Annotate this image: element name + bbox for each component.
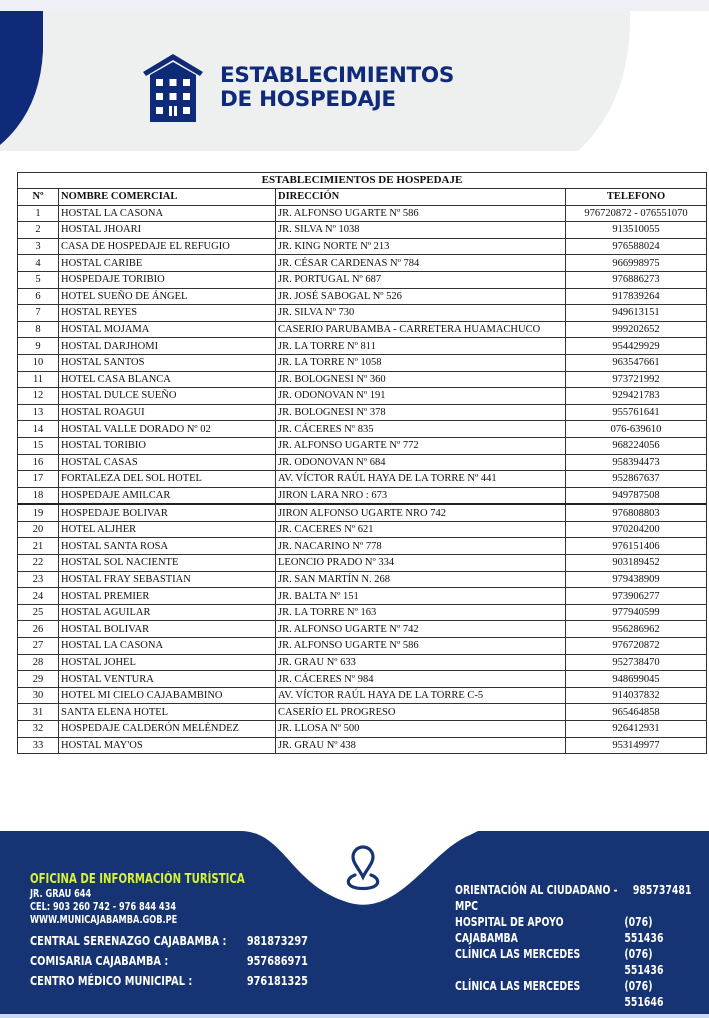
table-row: [18, 471, 707, 488]
cell-number: 28: [18, 654, 59, 671]
cell-name: HOSTAL AGUILAR: [59, 604, 276, 621]
table-row: [18, 487, 707, 504]
cell-phone: 999202652: [566, 321, 707, 338]
cell-number: 6: [18, 288, 59, 305]
cell-address: JR. SILVA Nº 1038: [276, 222, 566, 239]
cell-number: 5: [18, 271, 59, 288]
cell-number: 31: [18, 704, 59, 721]
cell-number: 13: [18, 404, 59, 421]
cell-name: HOSTAL SANTOS: [59, 354, 276, 371]
office-website[interactable]: WWW.MUNICAJABAMBA.GOB.PE: [30, 914, 178, 926]
cell-name: HOSTAL VENTURA: [59, 671, 276, 688]
contact-value: (076) 551436: [624, 915, 664, 945]
cell-name: HOSTAL VALLE DORADO Nº 02: [59, 421, 276, 438]
cell-number: 2: [18, 222, 59, 239]
cell-address: AV. VÍCTOR RAÚL HAYA DE LA TORRE Nº 441: [276, 471, 566, 488]
contact-value: 957686971: [246, 953, 308, 968]
cell-address: JR. ODONOVAN Nº 684: [276, 454, 566, 471]
cell-phone: 948699045: [566, 671, 707, 688]
cell-address: CASERIO PARUBAMBA - CARRETERA HUAMACHUCO: [276, 321, 566, 338]
cell-address: JR. SAN MARTÍN N. 268: [276, 571, 566, 588]
cell-number: 18: [18, 487, 59, 504]
contact-row: [455, 882, 691, 914]
cell-number: 1: [18, 205, 59, 222]
cell-address: JR. ALFONSO UGARTE Nº 742: [276, 621, 566, 638]
cell-address: JR. ALFONSO UGARTE Nº 586: [276, 205, 566, 222]
cell-phone: 976808803: [566, 504, 707, 521]
cell-number: 9: [18, 338, 59, 355]
table-row: [18, 604, 707, 621]
cell-name: HOSTAL DULCE SUEÑO: [59, 388, 276, 405]
contact-value: 976181325: [246, 973, 308, 988]
cell-address: JR. NACARINO Nº 778: [276, 538, 566, 555]
table-row: [18, 504, 707, 521]
cell-phone: 976588024: [566, 238, 707, 255]
table-row: [18, 338, 707, 355]
location-pin-icon: [343, 843, 383, 893]
cell-address: JR. CÉSAR CARDENAS Nº 784: [276, 255, 566, 272]
cell-phone: 977940599: [566, 604, 707, 621]
cell-phone: 970204200: [566, 521, 707, 538]
cell-phone: 903189452: [566, 555, 707, 572]
table-row: [18, 388, 707, 405]
top-strip: [0, 0, 709, 11]
cell-name: HOSTAL LA CASONA: [59, 638, 276, 655]
contact-label: CLÍNICA LAS MERCEDES: [455, 979, 581, 993]
page-title-line1: ESTABLECIMIENTOS: [220, 63, 455, 88]
cell-name: HOSTAL MAY'OS: [59, 737, 276, 754]
cell-name: HOSTAL MOJAMA: [59, 321, 276, 338]
cell-phone: 076-639610: [566, 421, 707, 438]
contact-label: HOSPITAL DE APOYO CAJABAMBA: [455, 915, 564, 945]
cell-phone: 913510055: [566, 222, 707, 239]
contact-label: CENTRAL SERENAZGO CAJABAMBA :: [30, 933, 227, 948]
page-title-line2: DE HOSPEDAJE: [220, 87, 396, 112]
cell-name: CASA DE HOSPEDAJE EL REFUGIO: [59, 238, 276, 255]
table-row: [18, 737, 707, 754]
emergency-contacts: [455, 882, 691, 1010]
cell-phone: 966998975: [566, 255, 707, 272]
cell-address: JR. LA TORRE Nº 163: [276, 604, 566, 621]
cell-name: HOSTAL TORIBIO: [59, 437, 276, 454]
cell-address: JR. ODONOVAN Nº 191: [276, 388, 566, 405]
cell-phone: 926412931: [566, 721, 707, 738]
office-phone: CEL: 903 260 742 - 976 844 434: [30, 901, 177, 913]
cell-phone: 954429929: [566, 338, 707, 355]
table-row: [18, 371, 707, 388]
table-row: [18, 671, 707, 688]
table-row: [18, 271, 707, 288]
table-row: [18, 704, 707, 721]
cell-phone: 979438909: [566, 571, 707, 588]
cell-address: LEONCIO PRADO Nº 334: [276, 555, 566, 572]
cell-number: 7: [18, 305, 59, 322]
cell-address: JR. GRAU Nº 633: [276, 654, 566, 671]
cell-number: 14: [18, 421, 59, 438]
cell-name: HOSTAL REYES: [59, 305, 276, 322]
cell-number: 23: [18, 571, 59, 588]
table-row: [18, 721, 707, 738]
table-row: [18, 288, 707, 305]
table-row: [18, 321, 707, 338]
cell-name: HOTEL MI CIELO CAJABAMBINO: [59, 687, 276, 704]
cell-phone: 968224056: [566, 437, 707, 454]
page-heading: [140, 52, 454, 124]
table-row: [18, 238, 707, 255]
table-row: [18, 404, 707, 421]
contact-label: COMISARIA CAJABAMBA :: [30, 953, 169, 968]
cell-address: JR. CÁCERES Nº 984: [276, 671, 566, 688]
cell-address: JR. JOSÉ SABOGAL Nº 526: [276, 288, 566, 305]
contact-row: [455, 946, 691, 978]
building-icon: [140, 52, 206, 124]
cell-number: 12: [18, 388, 59, 405]
cell-number: 11: [18, 371, 59, 388]
table-row: [18, 571, 707, 588]
table-row: [18, 621, 707, 638]
table-row: [18, 222, 707, 239]
table-row: [18, 454, 707, 471]
cell-phone: 956286962: [566, 621, 707, 638]
cell-phone: 949787508: [566, 487, 707, 504]
table-row: [18, 555, 707, 572]
contact-value: 981873297: [246, 933, 308, 948]
cell-name: HOTEL ALJHER: [59, 521, 276, 538]
cell-number: 22: [18, 555, 59, 572]
cell-address: JR. CÁCERES Nº 835: [276, 421, 566, 438]
cell-phone: 973721992: [566, 371, 707, 388]
contact-row: [30, 951, 308, 971]
cell-phone: 976720872: [566, 638, 707, 655]
contact-row: [455, 914, 691, 946]
table-row: [18, 538, 707, 555]
table-row: [18, 354, 707, 371]
cell-address: JIRON ALFONSO UGARTE NRO 742: [276, 504, 566, 521]
tourism-office-info: [30, 872, 308, 991]
table-title: ESTABLECIMIENTOS DE HOSPEDAJE: [18, 173, 707, 189]
cell-name: HOSPEDAJE TORIBIO: [59, 271, 276, 288]
cell-address: CASERÍO EL PROGRESO: [276, 704, 566, 721]
cell-name: SANTA ELENA HOTEL: [59, 704, 276, 721]
column-header-number: Nº: [18, 189, 59, 206]
cell-number: 19: [18, 504, 59, 521]
cell-number: 3: [18, 238, 59, 255]
column-header-address: DIRECCIÓN: [276, 189, 566, 206]
cell-phone: 976151406: [566, 538, 707, 555]
cell-phone: 976886273: [566, 271, 707, 288]
cell-number: 16: [18, 454, 59, 471]
cell-address: JR. KING NORTE Nº 213: [276, 238, 566, 255]
cell-phone: 955761641: [566, 404, 707, 421]
cell-number: 32: [18, 721, 59, 738]
cell-number: 17: [18, 471, 59, 488]
cell-phone: 952867637: [566, 471, 707, 488]
cell-address: JR. GRAU Nº 438: [276, 737, 566, 754]
table-row: [18, 421, 707, 438]
cell-address: JR. CACERES Nº 621: [276, 521, 566, 538]
contact-value: 985737481: [632, 883, 692, 897]
table-row: [18, 255, 707, 272]
cell-number: 30: [18, 687, 59, 704]
cell-phone: 958394473: [566, 454, 707, 471]
contact-label: CLÍNICA LAS MERCEDES: [455, 947, 581, 961]
contact-row: [30, 971, 308, 991]
cell-number: 33: [18, 737, 59, 754]
cell-phone: 963547661: [566, 354, 707, 371]
page-title: [220, 64, 454, 112]
cell-name: HOSTAL FRAY SEBASTIAN: [59, 571, 276, 588]
table-row: [18, 205, 707, 222]
cell-name: HOSTAL DARJHOMI: [59, 338, 276, 355]
table-row: [18, 638, 707, 655]
table-row: [18, 521, 707, 538]
cell-name: HOSTAL PREMIER: [59, 588, 276, 605]
cell-name: HOSPEDAJE CALDERÓN MELÉNDEZ: [59, 721, 276, 738]
cell-name: HOSTAL CARIBE: [59, 255, 276, 272]
cell-number: 20: [18, 521, 59, 538]
cell-phone: 929421783: [566, 388, 707, 405]
cell-phone: 949613151: [566, 305, 707, 322]
table-row: [18, 654, 707, 671]
cell-name: FORTALEZA DEL SOL HOTEL: [59, 471, 276, 488]
cell-number: 10: [18, 354, 59, 371]
cell-name: HOSTAL SOL NACIENTE: [59, 555, 276, 572]
cell-address: JR. ALFONSO UGARTE Nº 586: [276, 638, 566, 655]
contact-label: CENTRO MÉDICO MUNICIPAL :: [30, 973, 193, 988]
cell-address: JR. PORTUGAL Nº 687: [276, 271, 566, 288]
cell-name: HOSPEDAJE BOLIVAR: [59, 504, 276, 521]
cell-name: HOSTAL BOLIVAR: [59, 621, 276, 638]
office-title: OFICINA DE INFORMACIÓN TURÍSTICA: [30, 872, 245, 887]
table-body: [18, 205, 707, 754]
cell-number: 27: [18, 638, 59, 655]
cell-name: HOSTAL ROAGUI: [59, 404, 276, 421]
contact-value: (076) 551436: [624, 947, 664, 977]
cell-address: JR. LA TORRE Nº 1058: [276, 354, 566, 371]
cell-address: JR. ALFONSO UGARTE Nº 772: [276, 437, 566, 454]
cell-number: 4: [18, 255, 59, 272]
cell-address: JR. BOLOGNESI Nº 360: [276, 371, 566, 388]
contact-row: [30, 931, 308, 951]
table-row: [18, 305, 707, 322]
cell-number: 26: [18, 621, 59, 638]
office-address: JR. GRAU 644: [30, 888, 92, 900]
cell-name: HOSTAL JOHEL: [59, 654, 276, 671]
column-header-phone: TELEFONO: [566, 189, 707, 206]
table-row: [18, 437, 707, 454]
cell-number: 24: [18, 588, 59, 605]
table-row: [18, 588, 707, 605]
cell-address: JIRON LARA NRO : 673: [276, 487, 566, 504]
contact-value: (076) 551646: [624, 979, 664, 1009]
cell-number: 21: [18, 538, 59, 555]
lodging-table: [17, 172, 707, 754]
contact-row: [455, 978, 691, 1010]
column-header-name: NOMBRE COMERCIAL: [59, 189, 276, 206]
cell-address: JR. LLOSA Nº 500: [276, 721, 566, 738]
cell-address: JR. LA TORRE Nº 811: [276, 338, 566, 355]
cell-address: JR. BALTA Nº 151: [276, 588, 566, 605]
cell-number: 25: [18, 604, 59, 621]
cell-name: HOSTAL JHOARI: [59, 222, 276, 239]
cell-phone: 953149977: [566, 737, 707, 754]
cell-address: AV. VÍCTOR RAÚL HAYA DE LA TORRE C-5: [276, 687, 566, 704]
cell-number: 29: [18, 671, 59, 688]
bottom-border: [0, 1014, 709, 1018]
cell-number: 8: [18, 321, 59, 338]
cell-name: HOTEL CASA BLANCA: [59, 371, 276, 388]
cell-phone: 917839264: [566, 288, 707, 305]
cell-name: HOTEL SUEÑO DE ÁNGEL: [59, 288, 276, 305]
cell-number: 15: [18, 437, 59, 454]
cell-phone: 973906277: [566, 588, 707, 605]
cell-name: HOSPEDAJE AMILCAR: [59, 487, 276, 504]
cell-name: HOSTAL LA CASONA: [59, 205, 276, 222]
contact-label: ORIENTACIÓN AL CIUDADANO - MPC: [455, 883, 618, 913]
cell-name: HOSTAL CASAS: [59, 454, 276, 471]
cell-phone: 976720872 - 076551070: [566, 205, 707, 222]
cell-address: JR. BOLOGNESI Nº 378: [276, 404, 566, 421]
cell-address: JR. SILVA Nº 730: [276, 305, 566, 322]
cell-phone: 914037832: [566, 687, 707, 704]
cell-name: HOSTAL SANTA ROSA: [59, 538, 276, 555]
table-row: [18, 687, 707, 704]
cell-phone: 965464858: [566, 704, 707, 721]
cell-phone: 952738470: [566, 654, 707, 671]
